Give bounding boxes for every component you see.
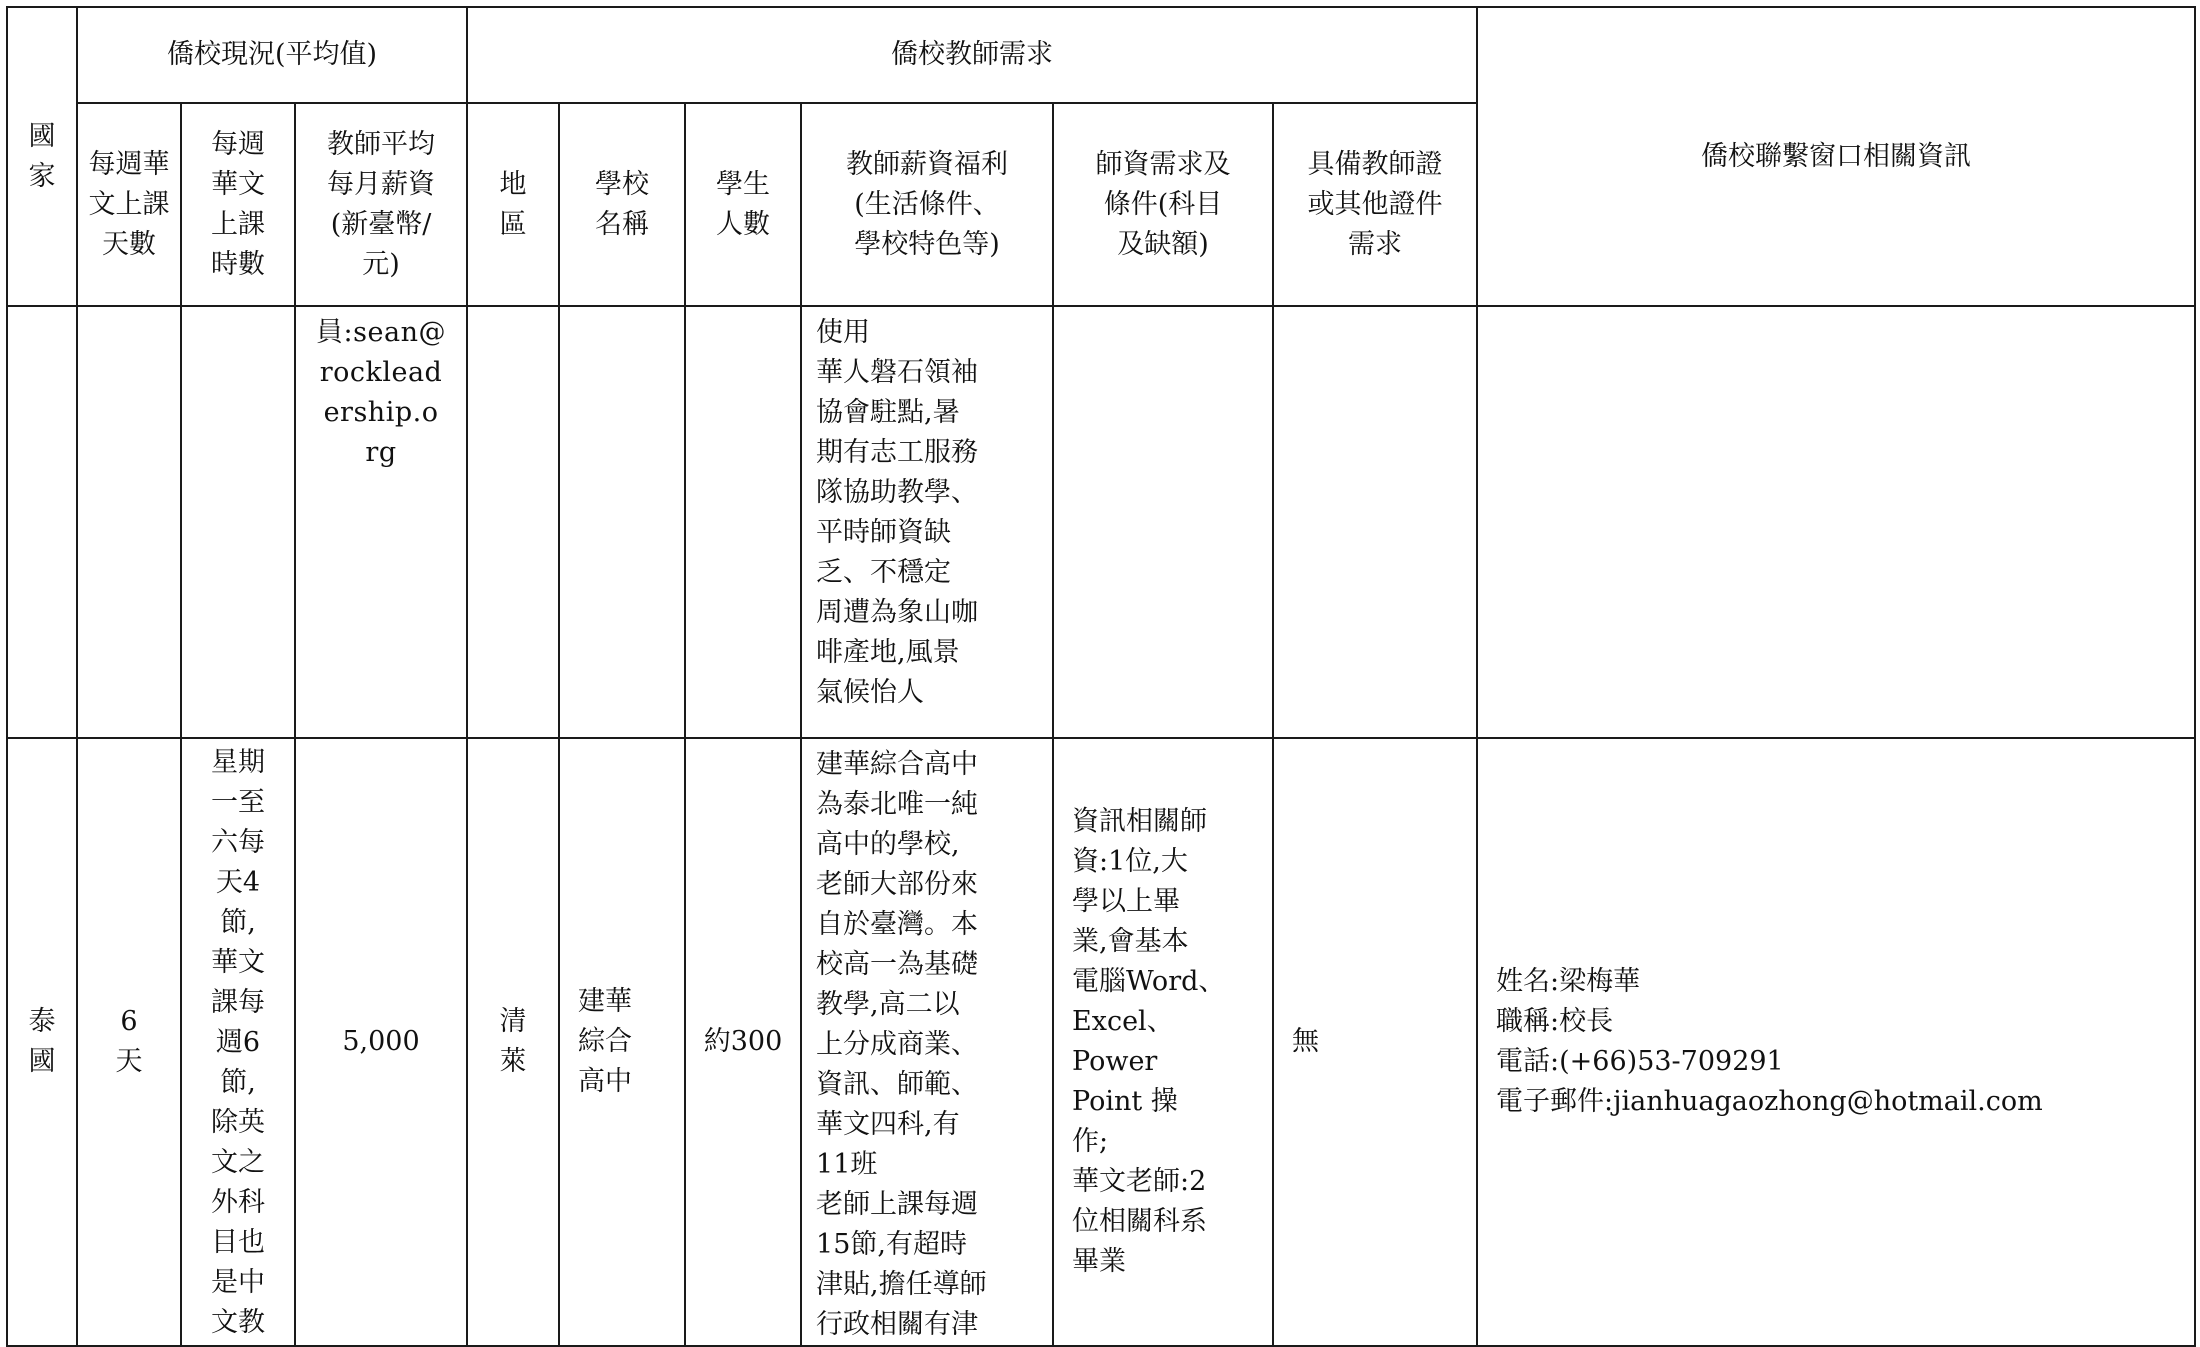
row2-certificate-cell: 無	[1273, 738, 1477, 1346]
header-weekly-hours: 每週 華文 上課 時數	[181, 103, 295, 306]
table-row	[7, 738, 2195, 1346]
row2-welfare-cell: 建華綜合高中 為泰北唯一純 高中的學校, 老師大部份來 自於臺灣。本 校高一為基礎 教學,高二以 上分成商業、 資訊、師範、 華文四科,有 11班 老師上課每週 15節,有超時 津貼,擔任導師 行政相關有津	[801, 738, 1053, 1346]
row1-days-cell	[77, 306, 181, 738]
header-contact-info: 僑校聯繫窗口相關資訊	[1477, 7, 2195, 306]
row2-contact-cell: 姓名:梁梅華 職稱:校長 電話:(+66)53-709291 電子郵件:jianhuagaozhong@hotmail.com	[1477, 738, 2195, 1346]
header-student-count: 學生 人數	[685, 103, 801, 306]
row1-welfare-cell: 使用 華人磐石領袖 協會駐點,暑 期有志工服務 隊協助教學、 平時師資缺 乏、不穩定 周遭為象山咖 啡產地,風景 氣候怡人	[801, 306, 1053, 738]
table-row	[7, 306, 2195, 738]
header-average-salary: 教師平均 每月薪資 (新臺幣/ 元)	[295, 103, 467, 306]
header-region: 地 區	[467, 103, 559, 306]
header-teacher-demand-group: 僑校教師需求	[467, 7, 1477, 103]
row2-region-cell: 清 萊	[467, 738, 559, 1346]
row1-region-cell	[467, 306, 559, 738]
row1-hours-cell	[181, 306, 295, 738]
teacher-demand-table	[6, 6, 2196, 1347]
header-school-name: 學校 名稱	[559, 103, 685, 306]
row2-students-cell: 約300	[685, 738, 801, 1346]
row2-hours-cell: 星期 一至 六每 天4 節, 華文 課每 週6 節, 除英 文之 外科 目也 是中 文教	[181, 738, 295, 1346]
row1-salary-cell: 員:sean@ rocklead ership.o rg	[295, 306, 467, 738]
row1-students-cell	[685, 306, 801, 738]
row2-school-cell: 建華 綜合 高中	[559, 738, 685, 1346]
header-certificate: 具備教師證 或其他證件 需求	[1273, 103, 1477, 306]
row1-school-cell	[559, 306, 685, 738]
row1-contact-cell	[1477, 306, 2195, 738]
row1-certificate-cell	[1273, 306, 1477, 738]
header-requirements: 師資需求及 條件(科目 及缺額)	[1053, 103, 1273, 306]
row2-requirements-cell: 資訊相關師 資:1位,大 學以上畢 業,會基本 電腦Word、 Excel、 Power Point 操 作; 華文老師:2 位相關科系 畢業	[1053, 738, 1273, 1346]
header-salary-welfare: 教師薪資福利 (生活條件、 學校特色等)	[801, 103, 1053, 306]
header-country: 國 家	[7, 7, 77, 306]
row2-country-cell: 泰 國	[7, 738, 77, 1346]
header-school-status-group: 僑校現況(平均值)	[77, 7, 467, 103]
row2-salary-cell: 5,000	[295, 738, 467, 1346]
row1-country-cell	[7, 306, 77, 738]
row1-requirements-cell	[1053, 306, 1273, 738]
row2-days-cell: 6 天	[77, 738, 181, 1346]
header-weekly-days: 每週華 文上課 天數	[77, 103, 181, 306]
demand-grid	[6, 6, 2196, 1347]
